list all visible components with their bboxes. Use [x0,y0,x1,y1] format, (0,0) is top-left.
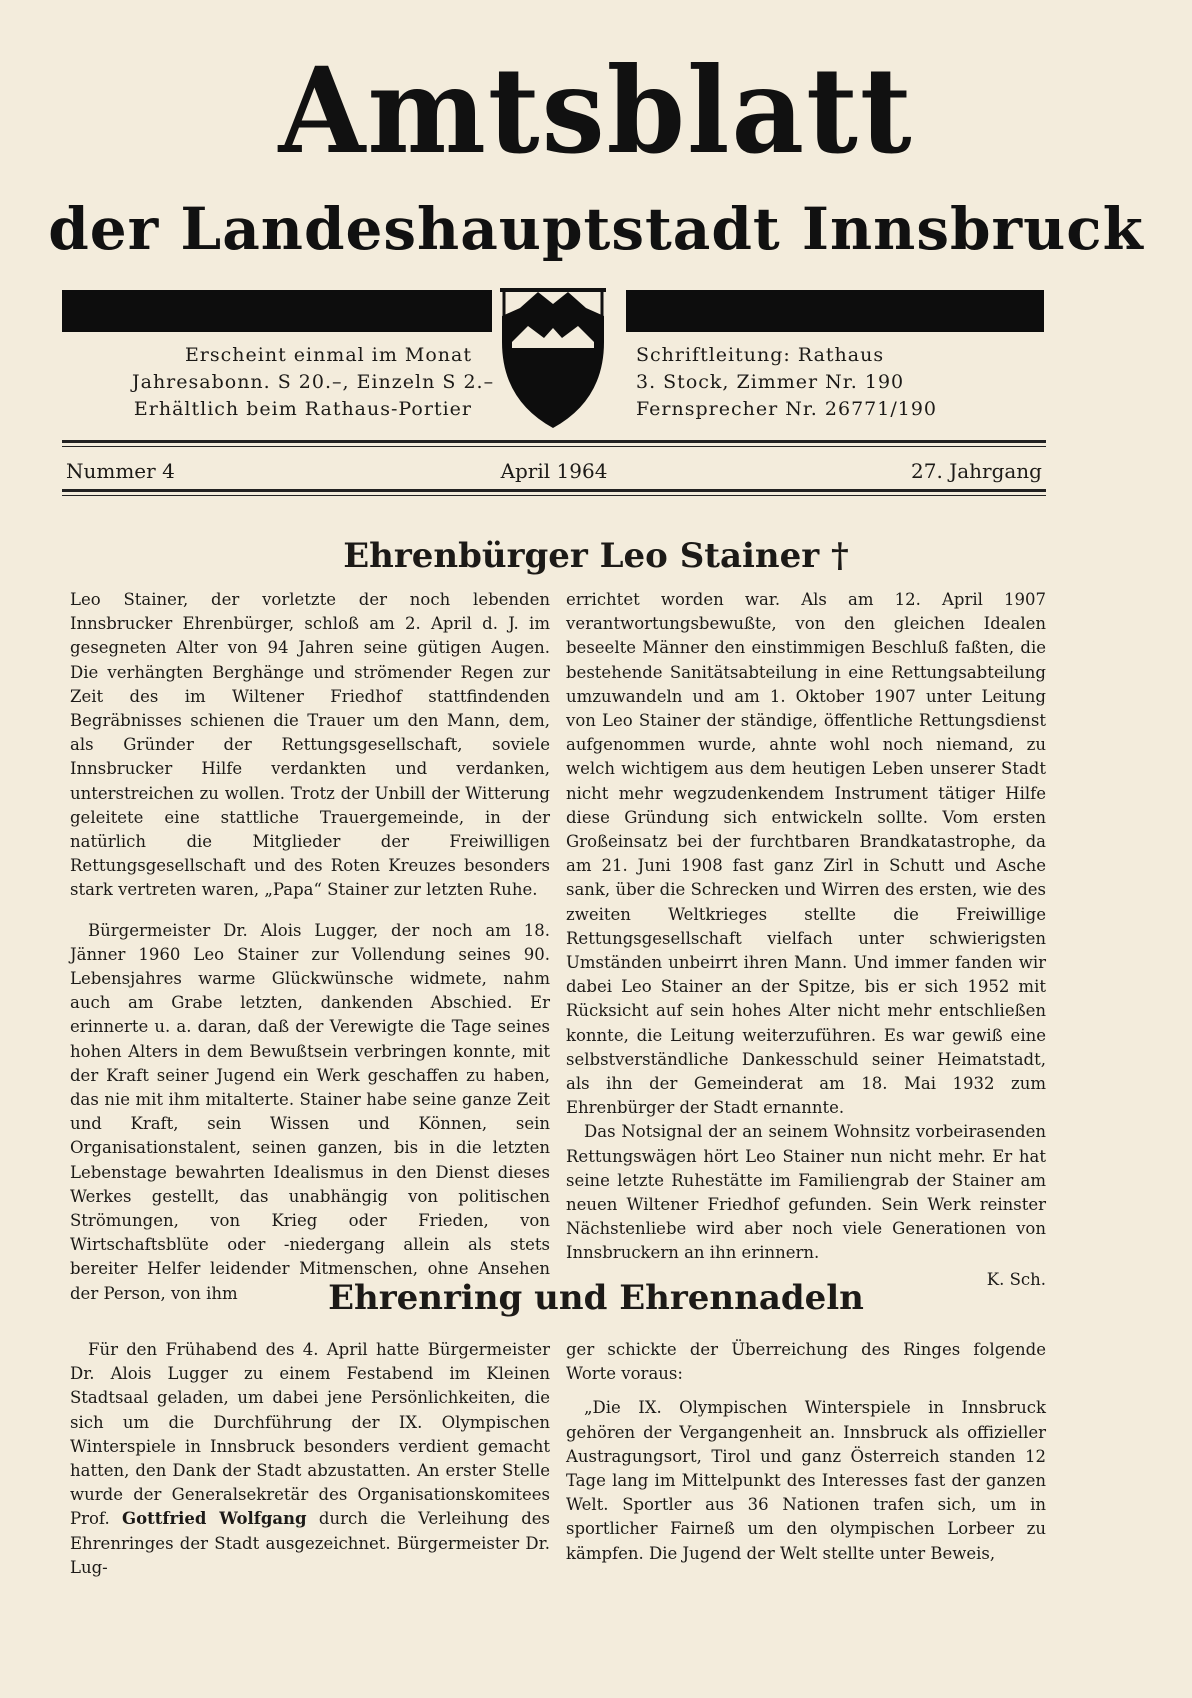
divider [62,489,1046,492]
paragraph-text: durch die Verleihung des Ehrenringes der Stadt ausgezeichnet. Bürgermeister Dr. Lug- [70,1509,551,1577]
editorial-info [636,342,1036,423]
editorial-office: Schriftleitung: Rathaus [636,344,885,366]
issue-date: April 1964 [500,459,608,483]
masthead-bar-right [626,290,1044,332]
masthead-subtitle: der Landeshauptstadt Innsbruck [48,195,1144,263]
article-column-right [566,1338,1046,1566]
masthead-title: Amtsblatt [278,42,914,181]
availability: Erhältlich beim Rathaus-Portier [133,398,472,420]
article-headline: Ehrenring und Ehrennadeln [328,1278,864,1318]
paragraph-text: Für den Frühabend des 4. April hatte Bürgermeister Dr. Alois Lugger zu einem Festabend im Kleinen Stadtsaal geladen, um dabei jene Persönlichkeiten, die sich um die Durchführung der IX. Olympischen Winterspiele in Innsbruck besonders verdient gemacht hatten, den Dank der Stadt abzustatten. An erster Stelle wurde der Generalsekretär des Organisationskomitees Prof. [70,1340,550,1529]
publication-frequency: Erscheint einmal im Monat [184,344,472,366]
article-paragraph: Bürgermeister Dr. Alois Lugger, der noch am 18. Jänner 1960 Leo Stainer zur Vollendung seines 90. Lebensjahres warme Glückwünsche widmete, nahm auch am Grabe letzten, dankenden Abschied. Er erinnerte u. a. daran, daß der Verewigte die Tage seines hohen Alters in dem Bewußtsein verbringen konnte, mit der Kraft seiner Jugend ein Werk geschaffen zu haben, das nie mit ihm mitalterte. Stainer habe seine ganze Zeit und Kraft, sein Wissen und Können, sein Organisationstalent, seinen ganzen, bis in die letzten Lebenstage bewahrten Idealismus in den Dienst dieses Werkes gestellt, das unabhängig von politischen Strömungen, von Krieg oder Frieden, von Wirtschaftsblüte oder -niedergang allein als stets bereiter Helfer leidender Mitmenschen, ohne Ansehen der Person, von ihm [70,920,550,1303]
article-paragraph [70,1338,550,1580]
issue-volume: 27. Jahrgang [911,459,1042,483]
honoree-name: Gottfried Wolfgang [122,1509,307,1529]
article-column-left [70,588,550,1306]
article-paragraph: errichtet worden war. Als am 12. April 1907 verantwortungsbewußte, von den gleichen Idealen beseelte Männer den einstimmigen Beschluß faßten, die bestehende Sanitätsabteilung in eine Rettungsabteilung umzuwandeln und am 1. Oktober 1907 unter Leitung von Leo Stainer der ständige, öffentliche Rettungsdienst aufgenommen wurde, ahnte wohl noch niemand, zu welch wichtigem aus dem heutigen Leben unserer Stadt nicht mehr wegzudenkendem Instrument tätiger Hilfe diese Gründung sich entwickeln sollte. Vom ersten Großeinsatz bei der furchtbaren Brandkatastrophe, da am 21. Juni 1908 fast ganz Zirl in Schutt und Asche sank, über die Schrecken und Wirren des ersten, wie des zweiten Weltkrieges stellte die Freiwillige Rettungsgesellschaft vielfach unter schwierigsten Umständen unbeirrt ihren Mann. Und immer fanden wir dabei Leo Stainer an der Spitze, bis er sich 1952 mit Rücksicht auf sein hohes Alter nicht mehr entschließen konnte, die Leitung weiterzuführen. Es war gewiß eine selbstverständliche Dankesschuld seiner Heimatstadt, als ihn der Gemeinderat am 18. Mai 1932 zum Ehrenbürger der Stadt ernannte. [566,590,1046,1118]
article-column-left [70,1338,550,1580]
coat-of-arms-icon [490,282,616,432]
author-signature: K. Sch. [986,1269,1046,1289]
article-headline: Ehrenbürger Leo Stainer † [343,536,849,576]
issue-number: Nummer 4 [66,459,175,483]
divider [62,446,1046,447]
office-room: 3. Stock, Zimmer Nr. 190 [636,371,905,393]
subscription-price: Jahresabonn. S 20.–, Einzeln S 2.– [132,371,495,393]
phone-number: Fernsprecher Nr. 26771/190 [636,398,937,420]
article-paragraph: ger schickte der Überreichung des Ringes folgende Worte voraus: [566,1340,1046,1384]
article-paragraph: „Die IX. Olympischen Winterspiele in Innsbruck gehören der Vergangenheit an. Innsbruck als offizieller Austragungsort, Tirol und ganz Österreich standen 12 Tage lang im Mittelpunkt des Interesses fast der ganzen Welt. Sportler aus 36 Nationen trafen sich, um in sportlicher Fairneß um den olympischen Lorbeer zu kämpfen. Die Jugend der Welt stellte unter Beweis, [566,1398,1046,1563]
article-paragraph: Das Notsignal der an seinem Wohnsitz vorbeirasenden Rettungswägen hört Leo Stainer nun nicht mehr. Er hat seine letzte Ruhestätte im Familiengrab der Stainer am neuen Wiltener Friedhof gefunden. Sein Werk reinster Nächstenliebe wird aber noch viele Generationen von Innsbruckern an ihn erinnern. [566,1122,1046,1263]
article-column-right [566,588,1046,1292]
publication-info [132,342,495,423]
issue-line [62,456,1046,486]
divider [62,495,1046,496]
article-paragraph: Leo Stainer, der vorletzte der noch lebenden Innsbrucker Ehrenbürger, schloß am 2. April d. J. im gesegneten Alter von 94 Jahren seine gütigen Augen. Die verhängten Berghänge und strömender Regen zur Zeit des im Wiltener Friedhof stattfindenden Begräbnisses schienen die Trauer um den Mann, dem, als Gründer der Rettungsgesellschaft, soviele Innsbrucker Hilfe verdankten und verdanken, unterstreichen zu wollen. Trotz der Unbill der Witterung geleitete eine stattliche Trauergemeinde, in der natürlich die Mitglieder der Freiwilligen Rettungsgesellschaft und des Roten Kreuzes besonders stark vertreten waren, „Papa“ Stainer zur letzten Ruhe. [70,590,550,900]
divider [62,440,1046,443]
masthead-bar-left [62,290,492,332]
